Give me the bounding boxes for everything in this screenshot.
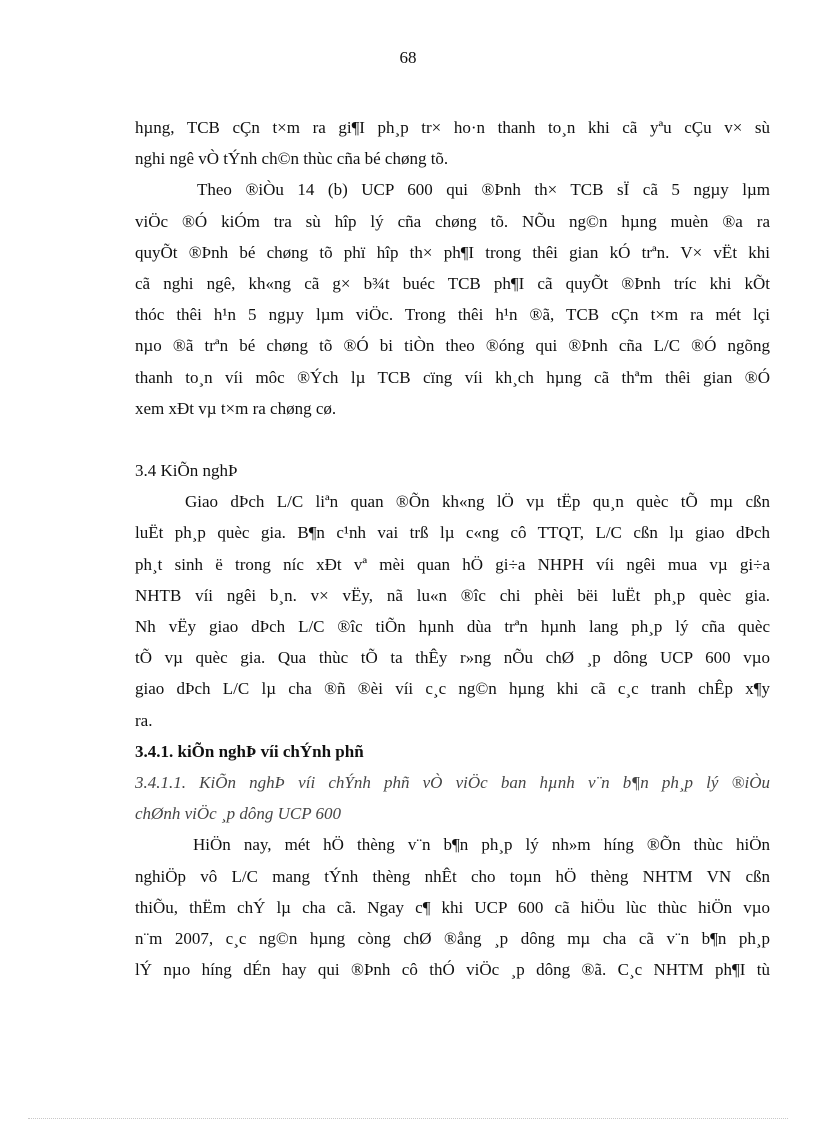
paragraph-4 <box>135 829 770 985</box>
paragraph-spacer <box>135 424 770 455</box>
text-line: NHTB víi ngêi b¸n. v× vËy, nã lu«n ®îc chi phèi bëi luËt ph¸p quèc gia. <box>135 585 770 605</box>
text-line: quyÕt ®Þnh bé chøng tõ phï hîp th× ph¶I trong thêi gian kÓ trªn. V× vËt khi <box>135 242 770 262</box>
text-line: xem xÐt vµ t×m ra chøng cø. <box>135 398 337 418</box>
text-line: ra. <box>135 710 153 730</box>
text-line: n¨m 2007, c¸c ng©n hµng còng chØ ®ång ¸p dông mµ cha cã v¨n b¶n ph¸p <box>135 929 770 949</box>
text-line: Theo ®iÒu 14 (b) UCP 600 qui ®Þnh th× TCB sÏ cã 5 ngµy lµm <box>197 180 770 200</box>
page-bottom-rule <box>28 1118 788 1119</box>
subsubsection-heading <box>135 767 770 829</box>
text-line: Nh vËy giao dÞch L/C ®îc tiÕn hµnh dùa trªn hµnh lang ph¸p lý cña quèc <box>135 617 770 637</box>
section-title: 3.4 KiÕn nghÞ <box>135 461 238 481</box>
subsubsection-title-line: chØnh viÖc ¸p dông UCP 600 <box>135 804 342 824</box>
text-line: nghiÖp vô L/C mang tÝnh thèng nhÊt cho toµn hÖ thèng NHTM VN cßn <box>135 866 770 886</box>
subsubsection-title-line: 3.4.1.1. KiÕn nghÞ víi chÝnh phñ vÒ viÖc ban hµnh v¨n b¶n ph¸p lý ®iÒu <box>135 773 770 793</box>
page-number: 68 <box>399 48 417 67</box>
text-line: tÕ vµ quèc gia. Qua thùc tÕ ta thÊy r»ng nÕu chØ ¸p dông UCP 600 vµo <box>135 648 770 668</box>
text-line: viÖc ®Ó kiÓm tra sù hîp lý cña chøng tõ. NÕu ng©n hµng muèn ®a ra <box>135 211 770 231</box>
text-line: HiÖn nay, mét hÖ thèng v¨n b¶n ph¸p lý nh»m híng ®Õn thùc hiÖn <box>193 835 770 855</box>
document-body <box>135 112 770 985</box>
paragraph-3 <box>135 486 770 736</box>
text-line: nghi ngê vÒ tÝnh ch©n thùc cña bé chøng tõ. <box>135 149 449 169</box>
text-line: Giao dÞch L/C liªn quan ®Õn kh«ng lÖ vµ tËp qu¸n quèc tÕ mµ cßn <box>185 492 770 512</box>
text-line: luËt ph¸p quèc gia. B¶n c¹nh vai trß lµ c«ng cô TTQT, L/C cßn lµ giao dÞch <box>135 523 770 543</box>
paragraph-2 <box>135 174 770 424</box>
text-line: nµo ®ã trªn bé chøng tõ ®Ó bi tiÒn theo ®óng qui ®Þnh cña L/C ®Ó ngõng <box>135 336 770 356</box>
text-line: thóc thêi h¹n 5 ngµy lµm viÖc. Trong thêi h¹n ®ã, TCB cÇn t×m ra mét lçi <box>135 305 770 325</box>
paragraph-1 <box>135 112 770 174</box>
text-line: hµng, TCB cÇn t×m ra gi¶I ph¸p tr× ho·n thanh to¸n khi cã yªu cÇu v× sù <box>135 118 770 137</box>
text-line: lÝ nµo híng dÉn hay qui ®Þnh cô thÓ viÖc ¸p dông ®ã. C¸c NHTM ph¶I tù <box>135 960 770 980</box>
subsection-heading <box>135 736 770 767</box>
text-line: giao dÞch L/C lµ cha ®ñ ®èi víi c¸c ng©n hµng khi cã c¸c tranh chÊp x¶y <box>135 679 770 699</box>
section-heading <box>135 455 770 486</box>
text-line: thanh to¸n víi môc ®Ých lµ TCB cïng víi kh¸ch hµng cã thªm thêi gian ®Ó <box>135 367 770 387</box>
text-line: thiÕu, thËm chÝ lµ cha cã. Ngay c¶ khi UCP 600 cã hiÖu lùc thùc hiÖn vµo <box>135 897 770 917</box>
subsection-title: 3.4.1. kiÕn nghÞ víi chÝnh phñ <box>135 741 364 761</box>
text-line: cã nghi ngê, kh«ng cã g× b¾t buéc TCB ph¶I cã quyÕt ®Þnh tríc khi kÕt <box>135 274 770 294</box>
text-line: ph¸t sinh ë trong níc xÐt vª mèi quan hÖ gi÷a NHPH víi ngêi mua vµ gi÷a <box>135 554 770 574</box>
